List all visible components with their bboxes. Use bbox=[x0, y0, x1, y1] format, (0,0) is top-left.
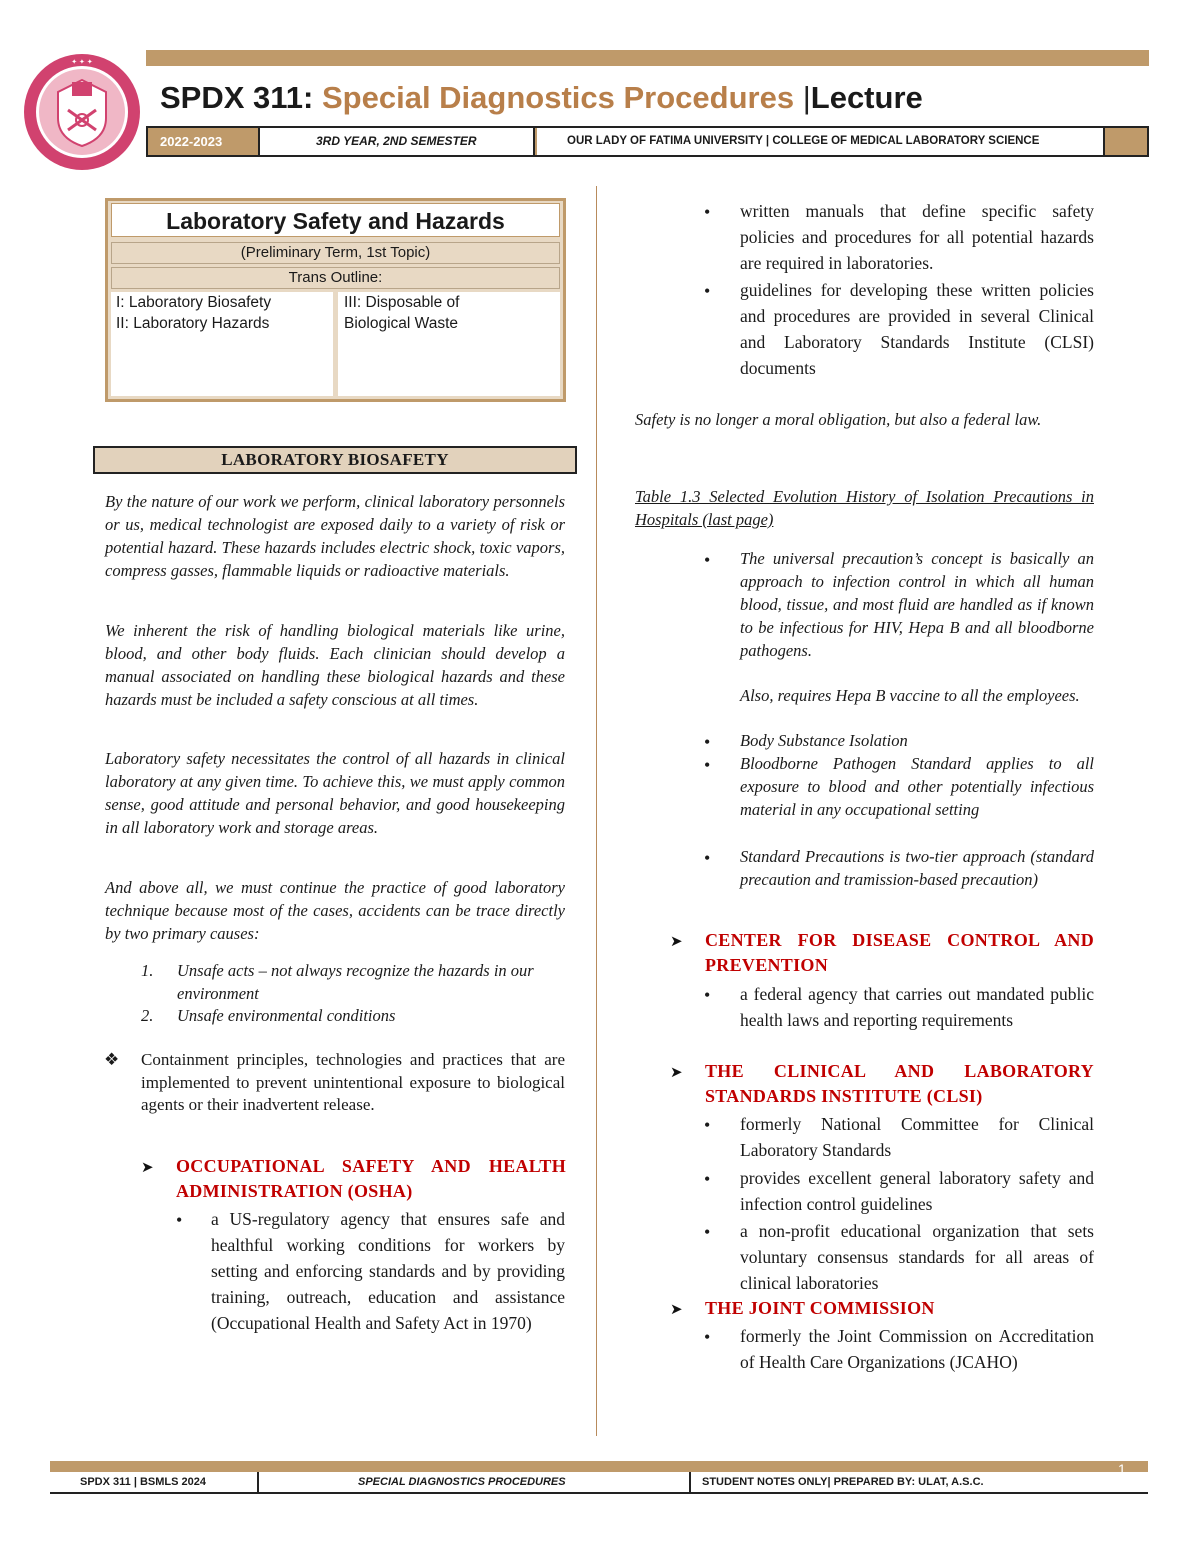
bullet-icon: • bbox=[704, 1222, 711, 1242]
outline-heading: Trans Outline: bbox=[111, 267, 560, 289]
bullet-icon: • bbox=[704, 281, 711, 301]
precaution-item: Body Substance Isolation bbox=[740, 731, 908, 750]
bullet-icon: • bbox=[704, 202, 711, 222]
containment-text: Containment principles, technologies and practices that are implemented to prevent unintentional exposure to biological agents or their inadvertent release. bbox=[141, 1050, 565, 1114]
cdc-heading: CENTER FOR DISEASE CONTROL AND PREVENTION bbox=[705, 930, 1094, 975]
course-type: Lecture bbox=[810, 80, 923, 115]
bullet-icon: • bbox=[704, 732, 711, 752]
bullet-icon: • bbox=[704, 550, 711, 570]
paragraph: And above all, we must continue the practice of good laboratory technique because most of the cases, accidents can be trace directly by two primary causes: bbox=[105, 878, 565, 943]
footer-right: STUDENT NOTES ONLY| PREPARED BY: ULAT, A.S.C. bbox=[702, 1476, 984, 1488]
outline-item: I: Laboratory Biosafety bbox=[116, 294, 272, 311]
bullet-icon: • bbox=[704, 1327, 711, 1347]
safety-note: Safety is no longer a moral obligation, but also a federal law. bbox=[635, 410, 1042, 429]
svg-text:✦ ✦ ✦: ✦ ✦ ✦ bbox=[71, 59, 93, 66]
clsi-heading: THE CLINICAL AND LABORATORY STANDARDS INSTITUTE (CLSI) bbox=[705, 1061, 1094, 1106]
year-semester: 3RD YEAR, 2ND SEMESTER bbox=[258, 128, 535, 155]
column-divider bbox=[596, 186, 597, 1436]
arrow-bullet-icon: ➤ bbox=[670, 934, 683, 950]
diamond-bullet-icon: ❖ bbox=[104, 1050, 120, 1069]
arrow-bullet-icon: ➤ bbox=[670, 1065, 683, 1081]
list-number: 2. bbox=[141, 1006, 154, 1025]
section-heading: LABORATORY BIOSAFETY bbox=[93, 446, 577, 474]
footer-middle: SPECIAL DIAGNOSTICS PROCEDURES bbox=[358, 1476, 566, 1488]
clsi-bullet: provides excellent general laboratory safety and infection control guidelines bbox=[740, 1168, 1094, 1214]
precaution-item: Standard Precautions is two-tier approach (standard precaution and tramission-based precaution) bbox=[740, 847, 1094, 889]
bullet-icon: • bbox=[704, 1115, 711, 1135]
outline-left bbox=[111, 292, 333, 396]
paragraph: We inherent the risk of handling biological materials like urine, blood, and other body fluids. Each clinician should develop a manual associated on handling these biological hazards and these hazards must be included a safety conscious at all times. bbox=[105, 621, 565, 709]
topic-title: Laboratory Safety and Hazards bbox=[111, 203, 560, 237]
footer-bar bbox=[50, 1461, 1148, 1472]
footer-divider bbox=[257, 1472, 259, 1494]
bullet-icon: • bbox=[704, 985, 711, 1005]
header-top-bar bbox=[146, 50, 1149, 66]
osha-bullet: a US-regulatory agency that ensures safe and healthful working conditions for workers by setting and enforcing standards and by providing training, outreach, education and assistance (Occupational Health and Safety Act in 1970) bbox=[211, 1209, 565, 1333]
bullet-item: guidelines for developing these written policies and procedures are provided in several Clinical and Laboratory Standards Institute (CLSI) documents bbox=[740, 280, 1094, 378]
university-name: OUR LADY OF FATIMA UNIVERSITY | COLLEGE OF MEDICAL LABORATORY SCIENCE bbox=[537, 128, 1105, 155]
precaution-item: The universal precaution’s concept is basically an approach to infection control in which all human blood, tissue, and most fluid are handled as if known to be infectious for HIV, Hepa B and all bloodborne pathogens. bbox=[740, 549, 1094, 660]
osha-heading: OCCUPATIONAL SAFETY AND HEALTH ADMINISTRATION (OSHA) bbox=[176, 1156, 566, 1201]
outline-item: Biological Waste bbox=[344, 315, 459, 332]
clsi-bullet: a non-profit educational organization that sets voluntary consensus standards for all areas of clinical laboratories bbox=[740, 1221, 1094, 1293]
tjc-bullet: formerly the Joint Commission on Accreditation of Health Care Organizations (JCAHO) bbox=[740, 1326, 1094, 1372]
school-year: 2022-2023 bbox=[160, 134, 223, 149]
topic-term: (Preliminary Term, 1st Topic) bbox=[111, 242, 560, 264]
outline-right bbox=[338, 292, 560, 396]
paragraph: By the nature of our work we perform, clinical laboratory personnels or us, medical technologist are exposed daily to a variety of risk or potential hazard. These hazards includes electric shock, toxic vapors, compress gasses, flammable liquids or radioactive materials. bbox=[105, 492, 565, 580]
cdc-bullet: a federal agency that carries out mandated public health laws and reporting requirements bbox=[740, 984, 1094, 1030]
title-separator: | bbox=[802, 80, 811, 115]
footer-left: SPDX 311 | BSMLS 2024 bbox=[80, 1476, 206, 1488]
precaution-item: Bloodborne Pathogen Standard applies to all exposure to blood and other potentially infectious material in any occupational setting bbox=[740, 754, 1094, 819]
bullet-icon: • bbox=[704, 755, 711, 775]
tjc-heading: THE JOINT COMMISSION bbox=[705, 1298, 935, 1318]
course-subtitle: Special Diagnostics Procedures bbox=[322, 80, 795, 115]
list-item: Unsafe acts – not always recognize the hazards in our environment bbox=[177, 961, 534, 1003]
list-item: Unsafe environmental conditions bbox=[177, 1006, 396, 1025]
university-seal-logo bbox=[22, 52, 142, 172]
bullet-icon: • bbox=[704, 848, 711, 868]
page-number: 1 bbox=[1118, 1461, 1126, 1477]
hepa-note: Also, requires Hepa B vaccine to all the employees. bbox=[740, 686, 1080, 705]
bullet-icon: • bbox=[704, 1169, 711, 1189]
table-reference: Table 1.3 Selected Evolution History of Isolation Precautions in Hospitals (last page) bbox=[635, 487, 1094, 529]
bullet-icon: • bbox=[176, 1210, 183, 1230]
document-title bbox=[160, 80, 923, 116]
footer-divider bbox=[689, 1472, 691, 1494]
arrow-bullet-icon: ➤ bbox=[670, 1302, 683, 1318]
list-number: 1. bbox=[141, 961, 154, 980]
outline-item: II: Laboratory Hazards bbox=[116, 315, 270, 332]
outline-item: III: Disposable of bbox=[344, 294, 460, 311]
bullet-item: written manuals that define specific safety policies and procedures for all potential hazards are required in laboratories. bbox=[740, 201, 1094, 273]
paragraph: Laboratory safety necessitates the control of all hazards in clinical laboratory at any given time. To achieve this, we must apply common sense, good attitude and personal behavior, and good housekeeping in all laboratory work and storage areas. bbox=[105, 749, 565, 837]
arrow-bullet-icon: ➤ bbox=[141, 1160, 154, 1176]
clsi-bullet: formerly National Committee for Clinical Laboratory Standards bbox=[740, 1114, 1094, 1160]
course-code: SPDX 311: bbox=[160, 80, 314, 115]
